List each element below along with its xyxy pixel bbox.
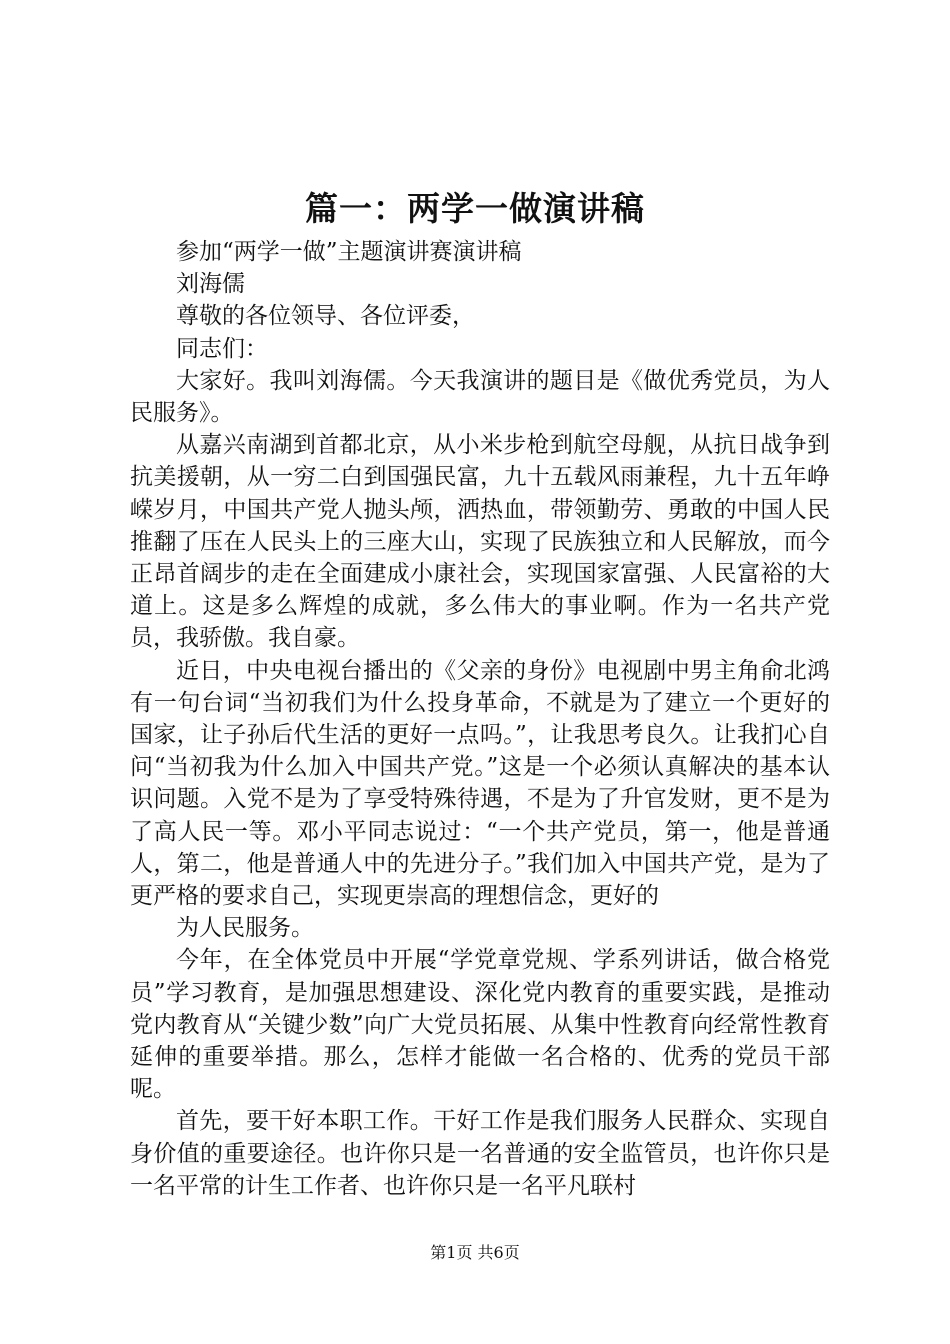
paragraph: 为人民服务。	[176, 915, 314, 942]
paragraph-greeting: 同志们：	[176, 335, 268, 362]
paragraph-author: 刘海儒	[176, 271, 245, 298]
paragraph-salutation: 尊敬的各位领导、各位评委，	[176, 303, 475, 330]
paragraph-subtitle: 参加“两学一做”主题演讲赛演讲稿	[176, 239, 522, 265]
document-title: 篇一：两学一做演讲稿	[305, 189, 645, 228]
paragraph: 从嘉兴南湖到首都北京，从小米步枪到航空母舰，从抗日战争到抗美援朝，从一穷二白到国强民富，九十五载风雨兼程，九十五年峥嵘岁月，中国共产党人抛头颅，洒热血，带领勤劳、勇敢的中国人民推翻了压在人民头上的三座大山，实现了民族独立和人民解放，而今正昂首阔步的走在全面建成小康社会，实现国家富强、人民富裕的大道上。这是多么辉煌的成就，多么伟大的事业啊。作为一名共产党员，我骄傲。我自豪。	[130, 432, 830, 652]
page-footer: 第1页 共6页	[430, 1243, 520, 1262]
document-body	[130, 236, 830, 1202]
paragraph: 首先，要干好本职工作。干好工作是我们服务人民群众、实现自身价值的重要途径。也许你只是一名普通的安全监管员，也许你只是一名平常的计生工作者、也许你只是一名平凡联村	[130, 1108, 830, 1199]
paragraph: 今年，在全体党员中开展“学党章党规、学系列讲话，做合格党员”学习教育，是加强思想建设、深化党内教育的重要实践，是推动党内教育从“关键少数”向广大党员拓展、从集中性教育向经常性教育延伸的重要举措。那么，怎样才能做一名合格的、优秀的党员干部呢。	[130, 947, 830, 1103]
paragraph: 大家好。我叫刘海儒。今天我演讲的题目是《做优秀党员，为人民服务》。	[130, 367, 830, 427]
paragraph: 近日，中央电视台播出的《父亲的身份》电视剧中男主角俞北鸿有一句台词“当初我们为什么投身革命，不就是为了建立一个更好的国家，让子孙后代生活的更好一点吗。”，让我思考良久。让我扪心自问“当初我为什么加入中国共产党。”这是一个必须认真解决的基本认识问题。入党不是为了享受特殊待遇，不是为了升官发财，更不是为了高人民一等。邓小平同志说过：“一个共产党员，第一，他是普通人，第二，他是普通人中的先进分子。”我们加入中国共产党，是为了更严格的要求自己，实现更崇高的理想信念，更好的	[130, 657, 830, 910]
